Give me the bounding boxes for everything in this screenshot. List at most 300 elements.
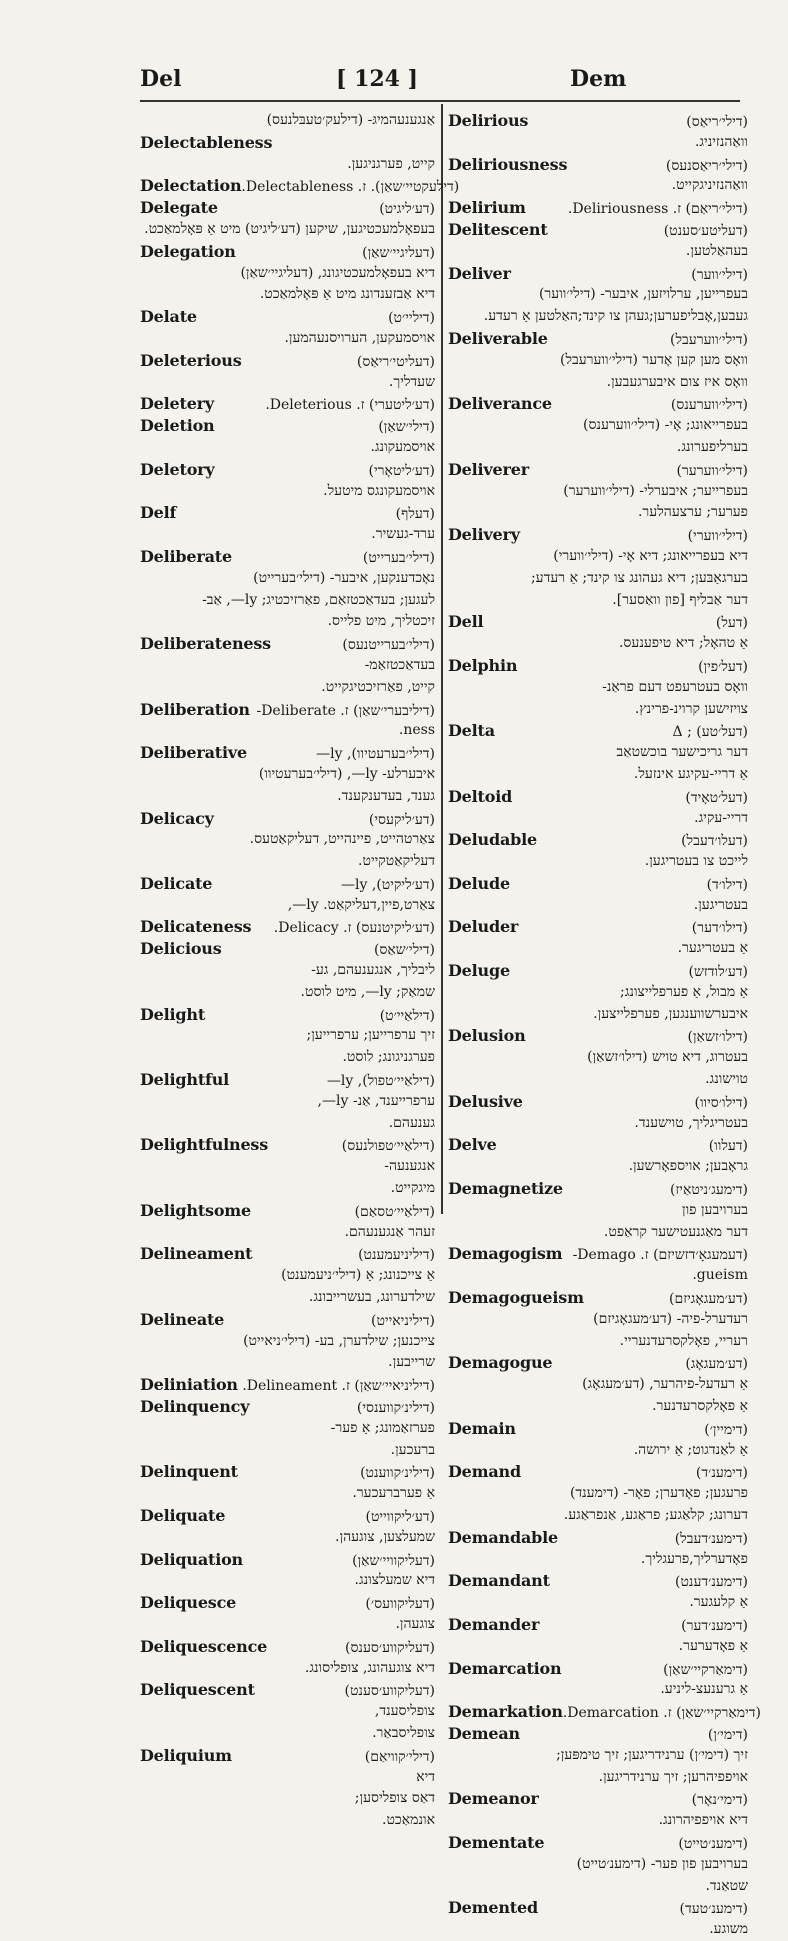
definition-line: שמעלצען, צוגעהן. <box>335 1528 435 1545</box>
entry-line <box>140 350 435 372</box>
entry-line <box>140 1374 435 1396</box>
definition-line: גענד, בעדענקענד. <box>337 787 435 804</box>
definition-line: בערליפערונג. <box>676 438 748 455</box>
entry-line <box>448 110 748 132</box>
headword: Deletery <box>140 394 215 414</box>
headword: Delightsome <box>140 1200 252 1220</box>
pronunciation-definition: (דעליגיי׳שאַן) <box>362 244 435 261</box>
headword: Delve <box>448 1135 497 1155</box>
definition-line: וואָס איז צום איבערגעבען. <box>606 373 748 390</box>
headword: Deliberate <box>140 546 232 566</box>
pronunciation-definition: (דע׳ליטערי) ז. Deleterious. <box>265 397 435 414</box>
headword: Delicacy <box>140 808 214 828</box>
headword: Demandant <box>448 1571 550 1591</box>
pronunciation-definition: (דיליניאייט) <box>371 1312 435 1329</box>
entry-line <box>140 742 435 764</box>
pronunciation-definition: (דעליטע׳סענט) <box>663 222 748 239</box>
entry-line <box>140 306 435 328</box>
headword: Delectation <box>140 176 242 196</box>
definition-line: זיך ערפרייען; ערפרייען; <box>306 1027 435 1044</box>
pronunciation-definition: (דילינ׳קווענסי) <box>356 1400 435 1417</box>
pronunciation-definition: (דיליניאיי׳שאַן) ז. Delineament. <box>242 1378 435 1395</box>
headword: Delude <box>448 873 510 893</box>
pronunciation-definition: (דימעג׳ניטאַיז) <box>669 1182 748 1199</box>
pronunciation-definition: (דימענ׳דענט) <box>674 1574 748 1591</box>
entry-line <box>140 1004 435 1026</box>
pronunciation-definition: (דילי׳ווערענס) <box>670 397 748 414</box>
dictionary-entry <box>448 459 748 524</box>
definition-line: אונמאַכט. <box>382 1812 435 1829</box>
headword: Deluder <box>448 917 519 937</box>
headword: Demagogue <box>448 1353 553 1373</box>
dictionary-entry <box>140 916 435 938</box>
entry-line <box>448 1461 748 1483</box>
definition-line: אויסמעקונגס מיטעל. <box>323 482 435 499</box>
entry-line <box>140 1396 435 1418</box>
headword: Delta <box>448 721 495 741</box>
header-right-guide-word: Dem <box>570 66 627 92</box>
pronunciation-definition: (דעליטי׳ריאַס) <box>356 353 435 370</box>
headword: Deleterious <box>140 350 242 370</box>
entry-line <box>448 1614 748 1636</box>
entry-line <box>448 655 748 677</box>
definition-line: דיא <box>416 1768 435 1785</box>
entry-line <box>140 502 435 524</box>
entry-line <box>448 1287 748 1309</box>
pronunciation-definition: (דילי׳קוויאַם) <box>364 1748 435 1765</box>
entry-line <box>448 1243 748 1265</box>
entry-line <box>140 415 435 437</box>
headword: Delivery <box>448 525 520 545</box>
definition-line: אַ מבול, אַ פערפלייצונג; <box>620 983 748 1000</box>
entry-line <box>448 720 748 742</box>
entry-line <box>140 1134 435 1156</box>
entry-line <box>140 459 435 481</box>
pronunciation-definition: (דילי׳ריאַם) ז. Deliriousness. <box>567 201 748 218</box>
definition-line: לעגען; בעדאַכטזאַם, פאַרזיכטיג; ly—, אַב- <box>202 591 435 608</box>
definition-line: משוגע. <box>709 1921 748 1938</box>
headword: Demandable <box>448 1527 558 1547</box>
headword: Delicious <box>140 939 222 959</box>
headword: Deliberative <box>140 743 247 763</box>
pronunciation-definition: (דילי׳שאַס) <box>373 942 435 959</box>
headword: Delightful <box>140 1070 230 1090</box>
pronunciation-definition: (דע׳ליטאָרי) <box>368 462 435 479</box>
entry-line <box>140 1679 435 1701</box>
definition-line: געבען,אָבליפערען;געהן צו קינד;האַלטען אַ רעדע. <box>483 308 748 325</box>
dictionary-entry <box>140 175 460 197</box>
entry-line <box>140 132 435 154</box>
pronunciation-definition: (דע׳ליקעסי) <box>368 811 435 828</box>
definition-line: דער גריכישער בוכשטאַב <box>616 744 748 761</box>
headword: Deliquium <box>140 1745 232 1765</box>
definition-line: קייט, פערגניגען. <box>347 155 435 172</box>
entry-line <box>140 1200 435 1222</box>
definition-line: בעפרייער; איבערלי- (דילי׳ווערער) <box>563 482 748 499</box>
definition-line: בעטרוג, דיא טויש (דילו׳זשאַן) <box>587 1049 748 1066</box>
entry-line <box>448 1025 748 1047</box>
dictionary-entry <box>140 1004 435 1069</box>
entry-line <box>448 873 748 895</box>
definition-line: רעדערל-פיה- (דע׳מעגאָגיזם) <box>593 1310 748 1327</box>
definition-line: זיכטליך, מיט פלייס. <box>327 613 435 630</box>
pronunciation-definition: (דעלו׳דעבל) <box>681 833 748 850</box>
headword: Deliberateness <box>140 634 271 654</box>
pronunciation-definition: (דיליניעמענט) <box>358 1247 435 1264</box>
pronunciation-definition: (דע׳מעגאָגיזם) <box>669 1291 748 1308</box>
headword: Deliver <box>448 263 511 283</box>
pronunciation-definition: (דע׳ליקווייט) <box>365 1509 435 1525</box>
definition-line: נאָכדענקען, איבער- (דילי׳בערייט) <box>253 569 435 586</box>
entry-line <box>448 197 748 219</box>
entry-line <box>448 1134 748 1156</box>
pronunciation-definition: (דימענ׳טייט) <box>678 1835 748 1852</box>
definition-line: לייכט צו בעטריגען. <box>644 853 748 870</box>
definition-line: ערד-געשיר. <box>371 526 435 543</box>
definition-line: בערגאַבּען; דיא געהונג צו קינד; אַ רעדע; <box>530 569 748 586</box>
definition-line: דיא אויפפיהרונג. <box>658 1812 748 1829</box>
headword: Deluge <box>448 961 510 981</box>
dictionary-entry <box>448 1243 748 1287</box>
headword: Delicateness <box>140 917 252 937</box>
headword: Demander <box>448 1614 540 1634</box>
entry-line <box>448 1658 748 1680</box>
definition-line: דאַס צופליסען; <box>354 1790 435 1807</box>
definition-line: דיא צוגעהונג, צופליסונג. <box>304 1659 435 1676</box>
dictionary-entry <box>448 1527 748 1571</box>
pronunciation-definition: (דילי׳בערייטנעס) <box>342 637 435 654</box>
dictionary-entry <box>140 808 435 852</box>
definition-line: מיגקייט. <box>390 1180 435 1197</box>
dictionary-entry <box>448 1461 748 1526</box>
dictionary-entry <box>140 1745 435 1832</box>
headword: Deliquescence <box>140 1636 268 1656</box>
headword: Deletion <box>140 416 215 436</box>
dictionary-entry <box>140 851 435 873</box>
entry-line <box>140 175 460 197</box>
dictionary-entry <box>448 393 748 458</box>
dictionary-entry <box>140 1396 435 1461</box>
entry-line <box>448 1570 748 1592</box>
headword: Deliquescent <box>140 1680 255 1700</box>
entry-line <box>448 786 748 808</box>
header-rule <box>140 100 740 102</box>
pronunciation-definition: (דימי׳נאָר) <box>691 1792 748 1809</box>
headword: Delusion <box>448 1026 526 1046</box>
headword: Delectableness <box>140 132 273 152</box>
entry-line <box>140 938 435 960</box>
definition-line: דריי-עקיג. <box>694 809 748 826</box>
column-divider <box>441 104 443 1214</box>
dictionary-entry <box>140 1243 435 1308</box>
dictionary-entry <box>140 938 435 1003</box>
entry-line <box>448 916 748 938</box>
pronunciation-definition: (דעליקוועס׳) <box>365 1596 435 1613</box>
headword: Delirious <box>448 111 529 130</box>
dictionary-entry <box>140 415 435 459</box>
dictionary-entry <box>140 306 435 350</box>
dictionary-entry <box>140 1636 435 1680</box>
dictionary-entry <box>448 611 748 655</box>
definition-line: שרייבען. <box>388 1354 435 1371</box>
pronunciation-definition: (דילאַיי׳טפולנעס) <box>341 1138 435 1155</box>
entry-line <box>140 1592 435 1614</box>
definition-line: וואָס בעטרעפט דעם פראַנ- <box>602 678 748 695</box>
dictionary-entry <box>448 1352 748 1417</box>
definition-line: אויפפיהרען; זיך ערנידריגען. <box>598 1768 748 1785</box>
pronunciation-definition: (דילי׳ווערי) <box>687 528 748 545</box>
headword: Delate <box>140 307 197 327</box>
dictionary-entry <box>140 241 435 306</box>
entry-line <box>140 1243 435 1265</box>
dictionary-entry <box>140 1134 435 1199</box>
entry-line <box>448 1091 748 1113</box>
pronunciation-definition: (דילי׳ריאַסנעס) <box>665 157 748 174</box>
dictionary-entry <box>448 1570 748 1614</box>
definition-line: צאַרט,פיין,דעליקאַט. ly—, <box>287 896 435 913</box>
dictionary-entry <box>140 393 435 415</box>
dictionary-entry <box>448 1701 761 1723</box>
dictionary-entry <box>448 1832 748 1897</box>
page-header <box>140 62 680 98</box>
definition-line: פערער; ערצעהלער. <box>637 504 748 521</box>
entry-line <box>448 328 748 350</box>
definition-line: שטאַנד. <box>705 1877 748 1894</box>
definition-line: אויסמעקען, הערויסנעהמען. <box>284 329 435 346</box>
headword: Demain <box>448 1418 516 1438</box>
pronunciation-definition: (דע׳לודזש) <box>688 964 748 981</box>
dictionary-entry <box>448 1287 748 1352</box>
dictionary-entry <box>448 829 748 873</box>
pronunciation-definition: (דע׳ליגיט) <box>379 201 435 218</box>
entry-line <box>448 1418 748 1440</box>
pronunciation-definition: (דילי׳בערעטיוו), ly— <box>316 746 435 763</box>
pronunciation-definition: (דילו׳סיוו) <box>694 1094 748 1111</box>
entry-line <box>140 1069 435 1091</box>
definition-line: איבערשווענגען, פערפלייצען. <box>593 1005 748 1022</box>
headword: Deliverer <box>448 459 529 479</box>
pronunciation-definition: (דימאַרקיי׳שאַן) <box>663 1661 748 1678</box>
headword: Demean <box>448 1723 520 1743</box>
headword: Demeanor <box>448 1789 539 1809</box>
definition-line: בעהאַלטען. <box>685 242 748 259</box>
definition-line: אַ פערברעכער. <box>352 1485 435 1502</box>
entry-line <box>140 1461 435 1483</box>
pronunciation-definition: (דימיין׳) <box>704 1421 748 1438</box>
definition-line: בעפרייאונג; אָי- (דילי׳ווערענס) <box>583 417 748 434</box>
entry-line <box>448 1178 748 1200</box>
dictionary-entry <box>140 502 435 546</box>
headword: Delegation <box>140 241 236 261</box>
headword: Deludable <box>448 830 537 850</box>
pronunciation-definition: (דילינ׳קווענט) <box>360 1465 435 1482</box>
headword: Deliverance <box>448 394 552 414</box>
headword: Deliverable <box>448 328 548 348</box>
definition-line: ליבליך, אנגענעהם, גע- <box>311 962 435 979</box>
definition-line: צייכנען; שילדערן, בע- (דילי׳ניאייט) <box>243 1332 435 1349</box>
dictionary-entry <box>448 1788 748 1832</box>
entry-line <box>448 459 748 481</box>
entry-line <box>140 1309 435 1331</box>
entry-line <box>140 393 435 415</box>
dictionary-entry <box>448 263 748 328</box>
headword: Delicate <box>140 873 213 893</box>
headword: Dementate <box>448 1832 545 1852</box>
pronunciation-definition: (דעליקווע׳סענס) <box>344 1639 435 1656</box>
pronunciation-definition: (דילאַיי׳ט) <box>379 1007 435 1024</box>
headword: Demented <box>448 1898 538 1918</box>
dictionary-entry <box>448 328 748 393</box>
pronunciation-definition: (דילאַיי׳טסאַם) <box>354 1203 435 1220</box>
dictionary-entry <box>448 1723 748 1788</box>
definition-line: פערגניגונג; לוסט. <box>342 1049 435 1066</box>
pronunciation-definition: (דילי׳ווערעבל) <box>670 331 748 348</box>
entry-line <box>140 1636 435 1658</box>
headword: Delf <box>140 503 177 523</box>
entry-line <box>448 1527 748 1549</box>
definition-line: בעטריגליך, טוישענד. <box>634 1114 748 1131</box>
headword: Demarcation <box>448 1658 562 1678</box>
dictionary-entry <box>140 1505 435 1549</box>
definition-line: שעדליך. <box>388 373 435 390</box>
definition-line: דער אַבליף [פון וואַסער]. <box>612 591 748 608</box>
dictionary-entry <box>448 154 748 198</box>
entry-line <box>448 393 748 415</box>
pronunciation-definition: (דילעקטיי׳שאַן). ז. Delectableness. <box>241 179 460 196</box>
definition-line: זעהר אַנגענעהם. <box>344 1223 435 1240</box>
pronunciation-definition: (דעליקווע׳סענט) <box>344 1683 435 1700</box>
definition-line: אַ פאָדערער. <box>678 1637 748 1654</box>
dictionary-entry <box>140 132 435 176</box>
entry-line <box>140 873 435 895</box>
definition-line: דער מאַגנעטישער קראַפט. <box>603 1223 748 1240</box>
pronunciation-definition: (דע׳מעגאָג) <box>685 1356 748 1373</box>
definition-line: בעטריגען. <box>693 896 748 913</box>
pronunciation-definition: (דעמעגאָ׳דזשיזם) ז. Demago- <box>572 1247 748 1264</box>
headword: Demagnetize <box>448 1179 563 1199</box>
definition-line: טוישונג. <box>705 1071 748 1088</box>
headword: Deliquation <box>140 1549 243 1569</box>
dictionary-entry <box>448 916 748 960</box>
dictionary-entry <box>140 459 435 503</box>
pronunciation-definition: (דעל׳פין) <box>698 658 748 675</box>
definition-line: בעדאַכטזאַמ- <box>364 656 435 673</box>
entry-line <box>140 633 435 655</box>
dictionary-entry <box>448 1134 748 1178</box>
headword: Deliriousness <box>448 154 568 174</box>
definition-line: ברעכען. <box>390 1441 435 1458</box>
headword: Demarkation <box>448 1702 563 1722</box>
definition-line: דיא אַבזענדונג מיט אַ פּאָלמאַכט. <box>259 286 435 303</box>
entry-line <box>448 960 748 982</box>
definition-line: בעפאָלמעכטיגען, שיקען (דע׳ליגיט) מיט אַ פּאָלמאַכט. <box>144 220 435 237</box>
entry-line <box>140 197 435 219</box>
pronunciation-definition: (דימענ׳ד) <box>695 1465 748 1482</box>
pronunciation-definition: (דע׳ליקיט), ly— <box>341 876 435 893</box>
pronunciation-definition: (דיליי׳ט) <box>388 310 435 327</box>
left-column <box>140 110 460 1829</box>
headword: Deltoid <box>448 786 513 806</box>
header-left-guide-word: Del <box>140 66 182 92</box>
dictionary-entry <box>140 1374 435 1396</box>
pronunciation-definition: (דילי׳ווער) <box>691 266 748 283</box>
dictionary-entry <box>448 1025 748 1090</box>
pronunciation-definition: (דילי׳בערייט) <box>362 549 435 566</box>
pronunciation-definition: (דעל) <box>715 615 748 632</box>
definition-line: אַ צייכנונג; אַ (דילי׳ניעמענט) <box>281 1267 435 1284</box>
headword: Dell <box>448 612 484 632</box>
headword: Delight <box>140 1004 206 1024</box>
dictionary-entry <box>448 1658 748 1702</box>
definition-line: אנגענעה- <box>384 1158 435 1175</box>
dictionary-entry <box>448 720 748 785</box>
headword: Deliquesce <box>140 1593 237 1613</box>
entry-line <box>140 241 435 263</box>
pronunciation-definition: (דעלף) <box>395 506 435 523</box>
definition-line: בערויבען פון <box>682 1201 748 1218</box>
entry-line <box>448 263 748 285</box>
entry-line <box>140 699 435 721</box>
definition-line: צופליסענד, <box>374 1703 435 1720</box>
dictionary-entry <box>140 197 435 241</box>
headword: Deliquate <box>140 1506 226 1525</box>
definition-line: צופליסבאַר. <box>372 1724 435 1741</box>
headword: Delinquent <box>140 1462 238 1482</box>
pronunciation-definition: (דעל׳טאָיד) <box>685 789 748 806</box>
pronunciation-definition: (דימענ׳דעבל) <box>674 1530 748 1547</box>
dictionary-entry <box>140 1309 435 1374</box>
headword: Demand <box>448 1462 521 1482</box>
page-number: [ 124 ] <box>336 66 419 92</box>
entry-line <box>140 110 435 132</box>
headword: Demagogism <box>448 1244 563 1264</box>
entry-line <box>448 219 748 241</box>
dictionary-entry <box>140 1679 435 1744</box>
dictionary-entry <box>140 110 435 132</box>
definition-line: גענעהם. <box>388 1114 435 1131</box>
pronunciation-definition: (דעלוו) <box>708 1138 748 1155</box>
entry-line <box>448 1701 761 1723</box>
pronunciation-definition: (דימענ׳טעד) <box>679 1901 748 1918</box>
headword: Delirium <box>448 198 526 218</box>
dictionary-entry <box>448 1091 748 1135</box>
definition-line: צאַרטהייט, פיינהייט, דעליקאַטעס. <box>249 831 435 848</box>
definition-line: פאָדערליך,פרעגליך. <box>640 1550 748 1567</box>
entry-line <box>448 1832 748 1854</box>
definition-line: דיא בעפאָלמעכטיגונג, (דעליגיי׳שאַן) <box>240 264 435 281</box>
entry-line <box>140 808 435 830</box>
pronunciation-definition: (דילי׳ווערער) <box>676 462 748 479</box>
dictionary-entry <box>448 1614 748 1658</box>
entry-line <box>448 1788 748 1810</box>
dictionary-entry <box>448 786 748 830</box>
dictionary-entry <box>448 1178 748 1243</box>
headword: Delusive <box>448 1091 523 1111</box>
pronunciation-definition: (דילו׳דער) <box>691 920 748 937</box>
dictionary-entry <box>140 742 435 807</box>
dictionary-entry <box>140 1461 435 1505</box>
dictionary-entry <box>448 219 748 263</box>
entry-line <box>448 154 748 176</box>
definition-line: דיא בעפרייאונג; דיא אָי- (דילי׳ווערי) <box>553 547 748 564</box>
entry-line <box>448 524 748 546</box>
headword: Delineate <box>140 1309 225 1329</box>
pronunciation-definition: (דילי׳ריאַס) <box>686 114 748 130</box>
definition-line: אַ גרענעצ-ליניע. <box>660 1681 748 1698</box>
headword: Demagogueism <box>448 1288 584 1308</box>
dictionary-entry <box>448 197 748 219</box>
definition-line: וואָס מען קען אָדער (דילי׳ווערעבל) <box>559 351 748 368</box>
